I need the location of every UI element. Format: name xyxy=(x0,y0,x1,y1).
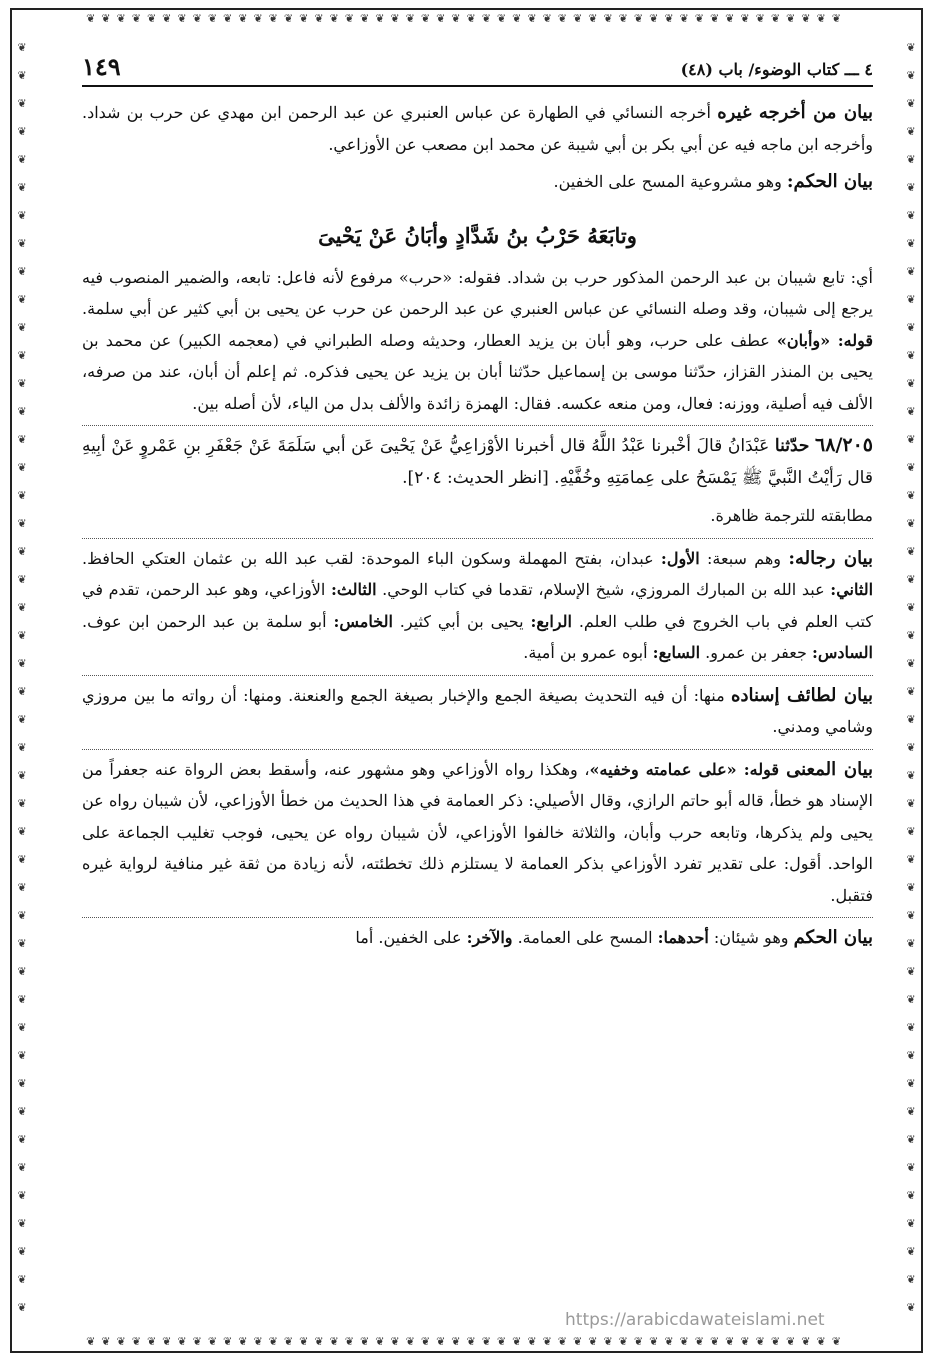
page-content xyxy=(82,52,873,1343)
hadith-quote-heading: وتابَعَهُ حَرْبُ بنُ شَدَّادٍ وأبَانُ عَنْ يَحْيىَ xyxy=(318,222,637,248)
ornament-bottom-border: ❦❦❦❦❦❦❦❦❦❦❦❦❦❦❦❦❦❦❦❦❦❦❦❦❦❦❦❦❦❦❦❦❦❦❦❦❦❦❦❦❦❦❦❦❦❦❦❦❦❦ xyxy=(86,1335,847,1348)
ordinal-label: السابع: xyxy=(652,643,701,662)
ordinal-label: الأول: xyxy=(660,548,700,568)
paragraph-text: يحيى بن أبي كثير. xyxy=(392,611,531,631)
paragraph-commentary xyxy=(82,262,873,420)
paragraph-narrators xyxy=(82,538,873,669)
paragraph-text: أي: تابع شيبان بن عبد الرحمن المذكور حرب بن شداد. فقوله: «حرب» مرفوع لأنه فاعل: تابعه، والضمير المنصوب فيه يرجع إلى شيبان، وقد وصله النسائي عن عباس العنبري عن عبد الرحمن عن حرب عن يحيى بن أبي كثير عن أبي سلمة. xyxy=(82,267,874,318)
hadith-number: ٦٨/٢٠٥ xyxy=(815,434,873,456)
section-label: بيان رجاله: xyxy=(788,547,873,569)
paragraph-text: جعفر بن عمرو. xyxy=(700,643,812,662)
paragraph-text: مطابقته للترجمة ظاهرة. xyxy=(710,506,873,525)
paragraph-text: ، وهكذا رواه الأوزاعي وهو مشهور عنه، وأسقط بعض الرواة عنه جعفراً من الإسناد هو خطأ، قاله أبو حاتم الرازي، وقال الأصيلي: ذكر العمامة في هذا الحديث من خطأ الأوزاعي، لأن شيبان رواه عن يحيى ولم يذكرها، وتابعه حرب وأبان، والثلاثة خالفوا الأوزاعي، لأن شيبان رواه عن يحيى، فوجب تغليب الجماعة على الواحد. أقول: على تقدير تفرد الأوزاعي بذكر العمامة لا يستلزم ذلك تخطئته، لأنه زيادة من ثقة غير منافية لرواية غيره فتقبل. xyxy=(82,759,873,905)
paragraph-text: أبوه عمرو بن أمية. xyxy=(523,643,653,662)
hadith-body: عَبْدَانُ قالَ أخْبرنا عَبْدُ اللَّهُ قال أخبرنا الأوْزاعِيُّ عَنْ يَحْيىَ عَن أبي سَلَمَةَ عَنْ جَعْفَرِ بنِ عَمْروٍ عَنْ أبِيهِ قال رَأيْتُ النَّبيَّ ﷺ يَمْسَحُ على عِمامَتِهِ وخُفَّيْهِ. [انظر الحديث: ٢٠٤]. xyxy=(82,436,873,488)
section-label: بيان من أخرجه غيره xyxy=(717,102,873,123)
inline-label: قوله: «وأبان» xyxy=(776,330,874,350)
section-label: بيان لطائف إسناده xyxy=(731,684,874,706)
paragraph-ruling xyxy=(82,166,873,198)
paragraph-text: أبو سلمة بن عبد الرحمن ابن عوف. xyxy=(82,611,334,631)
paragraph-text: المسح على العمامة. xyxy=(512,928,658,947)
paragraph-text: على الخفين. أما xyxy=(355,928,467,947)
ordinal-label: السادس: xyxy=(811,643,873,662)
ordinal-label: أحدهما: xyxy=(657,928,709,947)
paragraph-text: وهم سبعة: xyxy=(699,548,789,568)
page-number: ١٤٩ xyxy=(82,52,121,81)
ornament-top-border: ❦❦❦❦❦❦❦❦❦❦❦❦❦❦❦❦❦❦❦❦❦❦❦❦❦❦❦❦❦❦❦❦❦❦❦❦❦❦❦❦❦❦❦❦❦❦❦❦❦❦ xyxy=(86,12,847,25)
paragraph-text: وهو مشروعية المسح على الخفين. xyxy=(553,172,787,191)
paragraph-other-narrators xyxy=(82,97,873,160)
section-label: بيان المعنى xyxy=(786,758,874,780)
ornament-left-border: ❦❦❦❦❦❦❦❦❦❦❦❦❦❦❦❦❦❦❦❦❦❦❦❦❦❦❦❦❦❦❦❦❦❦❦❦❦❦❦❦❦❦❦❦❦❦ xyxy=(17,41,27,1314)
hadith-label: حدّثنا xyxy=(774,436,810,456)
ordinal-label: الرابع: xyxy=(530,611,572,631)
running-title: ٤ ـــ كتاب الوضوء/ باب (٤٨) xyxy=(680,60,873,79)
paragraph-text: عطف على حرب، وهو أبان بن يزيد العطار، وحديثه وصله الطبراني في (معجمه الكبير) عن محمد بن يحيى بن المنذر القزاز، حدّثنا موسى بن إسماعيل حدّثنا أبان بن يزيد عن يحيى فذكره. ثم إعلم أن أبان، عند من صرفه، الألف فيه أصلية، ووزنه: فعال، ومن منعه عكسه. فقال: الهمزة زائدة والألف بدل من الياء، لأن أصله بين. xyxy=(82,330,873,413)
paragraph-text: عبد الله بن المبارك المروزي، شيخ الإسلام، تقدما في كتاب الوحي. xyxy=(376,580,831,599)
section-label: بيان الحكم: xyxy=(786,171,873,192)
ordinal-label: والآخر: xyxy=(466,928,513,947)
page-header xyxy=(82,52,873,87)
ornament-right-border: ❦❦❦❦❦❦❦❦❦❦❦❦❦❦❦❦❦❦❦❦❦❦❦❦❦❦❦❦❦❦❦❦❦❦❦❦❦❦❦❦❦❦❦❦❦❦ xyxy=(906,41,916,1314)
paragraph-chain-subtleties xyxy=(82,675,873,743)
website-watermark: https://arabicdawateislami.net xyxy=(565,1310,825,1330)
ordinal-label: الخامس: xyxy=(333,611,393,631)
ordinal-label: الثالث: xyxy=(331,580,377,599)
section-label: بيان الحكم xyxy=(793,927,873,948)
ordinal-label: الثاني: xyxy=(830,580,874,599)
paragraph-text: أخرجه النسائي في الطهارة عن عباس العنبري عن عبد الرحمن ابن مهدي عن حرب بن شداد. وأخرجه ابن ماجه فيه عن أبي بكر بن أبي شيبة عن محمد ابن مصعب عن الأوزاعي. xyxy=(82,103,873,154)
paragraph-correspondence xyxy=(82,500,873,532)
hadith-text xyxy=(82,425,873,494)
paragraph-meaning xyxy=(82,749,873,912)
inline-label: قوله: «على عمامته وخفيه» xyxy=(589,759,787,779)
paragraph-text: منها: أن فيه التحديث بصيغة الجمع والإخبار بصيغة الجمع والعنعنة. ومنها: أن رواته ما بين مروزي وشامي ومدني. xyxy=(82,685,873,736)
paragraph-text: الأوزاعي، وهو عبد الرحمن، تقدم في كتب العلم في باب الخروج في طلب العلم. xyxy=(82,580,874,631)
paragraph-text: وهو شيئان: xyxy=(708,928,794,947)
paragraph-ruling-details xyxy=(82,917,873,954)
paragraph-text: عبدان، بفتح المهملة وسكون الباء الموحدة: لقب عبد الله بن عثمان العتكي الحافظ. xyxy=(82,548,661,568)
